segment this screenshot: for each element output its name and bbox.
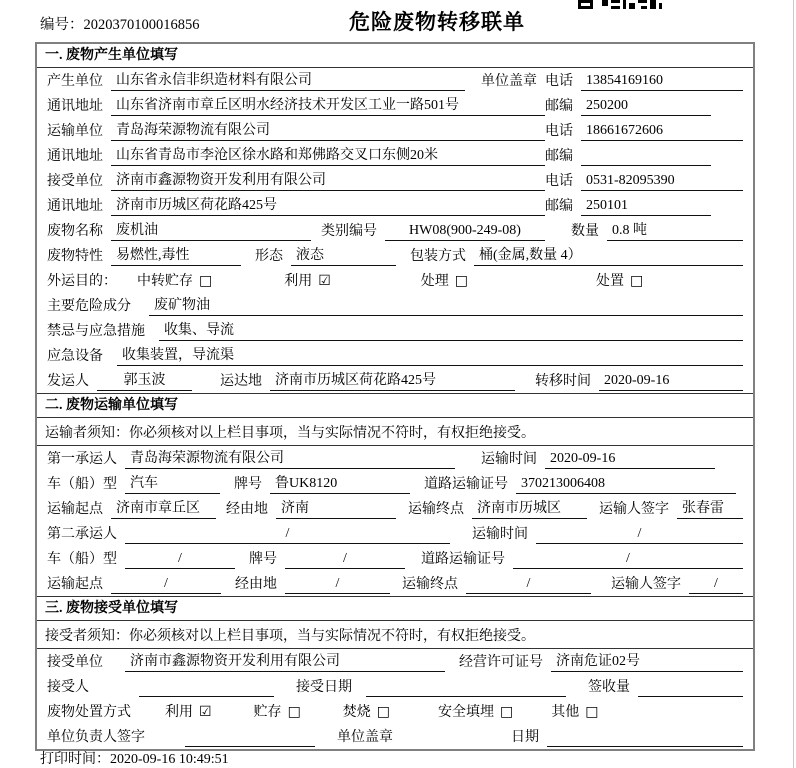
equipment-value: 收集装置，导流渠 bbox=[117, 346, 743, 366]
checkbox-option-treat bbox=[421, 272, 468, 291]
zip-value bbox=[581, 147, 711, 166]
vehicle-type-value: / bbox=[125, 549, 235, 569]
receiver-label: 接受单位 bbox=[47, 174, 103, 189]
row-route-2 bbox=[37, 571, 753, 596]
print-time bbox=[40, 748, 229, 768]
via-label: 经由地 bbox=[235, 577, 277, 592]
zip-value: 250101 bbox=[581, 196, 711, 216]
waste-name-label: 废物名称 bbox=[47, 224, 103, 239]
row-receiver-address bbox=[37, 193, 753, 218]
row-receiver-unit bbox=[37, 168, 753, 193]
carrier-sign-label: 运输人签字 bbox=[611, 577, 681, 592]
serial-number bbox=[40, 13, 200, 34]
via-label: 经由地 bbox=[226, 502, 268, 517]
receiver-value: 济南市鑫源物资开发利用有限公司 bbox=[111, 171, 545, 191]
vehicle-type-value: 汽车 bbox=[125, 474, 220, 494]
checkbox-option-dispose bbox=[596, 272, 643, 291]
operating-license-label: 经营许可证号 bbox=[459, 655, 543, 670]
quantity-value: 0.8 吨 bbox=[607, 221, 743, 241]
address-value: 山东省济南市章丘区明水经济技术开发区工业一路501号 bbox=[111, 96, 545, 116]
address-label: 通讯地址 bbox=[47, 99, 103, 114]
checkbox-option-transfer-storage bbox=[137, 272, 212, 291]
row-hazard-component bbox=[37, 293, 753, 318]
checkbox-option-other bbox=[551, 703, 598, 722]
address-label: 通讯地址 bbox=[47, 199, 103, 214]
checkbox-unchecked-icon: □ bbox=[199, 273, 213, 289]
transport-time-value: / bbox=[536, 524, 743, 544]
date-label: 日期 bbox=[511, 730, 539, 745]
disposal-label: 废物处置方式 bbox=[47, 705, 131, 720]
option-label: 其他 bbox=[551, 705, 580, 720]
end-value: / bbox=[466, 574, 591, 594]
row-second-carrier bbox=[37, 521, 753, 546]
transporter-notice: 运输者须知：你必须核对以上栏目事项，当与实际情况不符时，有权拒绝接受。 bbox=[37, 418, 753, 446]
accept-unit-value: 济南市鑫源物资开发利用有限公司 bbox=[125, 652, 445, 672]
option-label: 利用 bbox=[165, 705, 193, 720]
row-vehicle-1 bbox=[37, 471, 753, 496]
recipient-value bbox=[139, 678, 274, 697]
road-license-label: 道路运输证号 bbox=[424, 477, 508, 492]
operating-license-value: 济南危证02号 bbox=[551, 652, 743, 672]
row-transport-address bbox=[37, 143, 753, 168]
checkbox-unchecked-icon: □ bbox=[630, 273, 644, 289]
option-label: 中转贮存 bbox=[137, 274, 193, 289]
row-accept-unit bbox=[37, 649, 753, 674]
row-disposal-method bbox=[37, 699, 753, 724]
zip-label: 邮编 bbox=[545, 99, 573, 114]
transporter-value: 青岛海荣源物流有限公司 bbox=[111, 121, 545, 141]
packing-value: 桶(金属,数量 4） bbox=[474, 246, 743, 266]
recipient-label: 接受人 bbox=[47, 680, 89, 695]
row-producer-address bbox=[37, 93, 753, 118]
vehicle-type-label: 车（船）型 bbox=[47, 477, 117, 492]
phone-value: 0531-82095390 bbox=[581, 171, 743, 191]
waste-name-value: 废机油 bbox=[111, 221, 311, 241]
transfer-time-value: 2020-09-16 bbox=[599, 371, 743, 391]
packing-label: 包装方式 bbox=[410, 249, 466, 264]
taboo-value: 收集、导流 bbox=[159, 321, 743, 341]
road-license-label: 道路运输证号 bbox=[421, 552, 505, 567]
section2-header: 二. 废物运输单位填写 bbox=[37, 393, 753, 418]
carrier2-label: 第二承运人 bbox=[47, 527, 117, 542]
checkbox-unchecked-icon: □ bbox=[454, 273, 469, 289]
option-label: 利用 bbox=[284, 274, 313, 289]
option-label: 处置 bbox=[596, 274, 625, 289]
signed-amount-value bbox=[638, 678, 743, 697]
section1-header: 一. 废物产生单位填写 bbox=[37, 44, 753, 68]
option-label: 贮存 bbox=[253, 705, 282, 720]
serial-label: 编号： bbox=[40, 17, 84, 33]
checkbox-checked-icon: ☑ bbox=[318, 273, 331, 289]
print-time-value: 2020-09-16 10:49:51 bbox=[110, 752, 229, 767]
accept-date-label: 接受日期 bbox=[296, 680, 352, 695]
carrier1-value: 青岛海荣源物流有限公司 bbox=[125, 449, 455, 469]
quantity-label: 数量 bbox=[571, 224, 599, 239]
row-waste-name bbox=[37, 218, 753, 243]
character-label: 废物特性 bbox=[47, 249, 103, 264]
transport-time-label: 运输时间 bbox=[472, 527, 528, 542]
destination-value: 济南市历城区荷花路425号 bbox=[270, 371, 515, 391]
page-title: 危险废物转移联单 bbox=[349, 10, 525, 34]
carrier-sign-label: 运输人签字 bbox=[599, 502, 669, 517]
character-value: 易燃性,毒性 bbox=[111, 246, 241, 266]
transfer-form-table bbox=[35, 42, 755, 751]
checkbox-unchecked-icon: □ bbox=[585, 704, 599, 720]
row-first-carrier bbox=[37, 446, 753, 471]
checkbox-unchecked-icon: □ bbox=[287, 704, 301, 720]
carrier1-label: 第一承运人 bbox=[47, 452, 117, 467]
signed-amount-label: 签收量 bbox=[588, 680, 630, 695]
form-value: 液态 bbox=[291, 246, 396, 266]
end-value: 济南市历城区 bbox=[472, 499, 587, 519]
form-label: 形态 bbox=[255, 249, 283, 264]
hazard-label: 主要危险成分 bbox=[47, 299, 131, 314]
zip-label: 邮编 bbox=[545, 149, 573, 164]
row-route-1 bbox=[37, 496, 753, 521]
hazard-value: 废矿物油 bbox=[149, 296, 743, 316]
plate-value: 鲁UK8120 bbox=[270, 474, 410, 494]
option-label: 安全填埋 bbox=[438, 705, 495, 720]
row-emergency-equipment bbox=[37, 343, 753, 368]
document-header bbox=[0, 0, 796, 42]
row-shipper bbox=[37, 368, 753, 393]
checkbox-option-utilize bbox=[284, 272, 331, 291]
transport-time-label: 运输时间 bbox=[481, 452, 537, 467]
end-label: 运输终点 bbox=[408, 502, 464, 517]
road-license-value: 370213006408 bbox=[516, 474, 736, 494]
row-producer-unit bbox=[37, 68, 753, 93]
row-waste-character bbox=[37, 243, 753, 268]
category-label: 类别编号 bbox=[321, 224, 377, 239]
qr-code-partial-icon bbox=[578, 0, 662, 9]
serial-value: 2020370100016856 bbox=[83, 17, 200, 33]
carrier-sign-value: / bbox=[689, 574, 743, 594]
section3-header: 三. 废物接受单位填写 bbox=[37, 596, 753, 621]
address-value: 山东省青岛市李沧区徐水路和郑佛路交叉口东侧20米 bbox=[111, 146, 545, 166]
checkbox-option-storage bbox=[254, 703, 301, 722]
row-vehicle-2 bbox=[37, 546, 753, 571]
manager-sign-label: 单位负责人签字 bbox=[47, 730, 145, 745]
checkbox-checked-icon: ☑ bbox=[199, 704, 212, 720]
checkbox-option-landfill bbox=[438, 703, 513, 722]
checkbox-option-utilize bbox=[165, 703, 212, 722]
zip-label: 邮编 bbox=[545, 199, 573, 214]
via-value: / bbox=[285, 574, 390, 594]
transporter-label: 运输单位 bbox=[47, 124, 103, 139]
receiver-notice: 接受者须知：你必须核对以上栏目事项，当与实际情况不符时，有权拒绝接受。 bbox=[37, 621, 753, 649]
unit-seal-label: 单位盖章 bbox=[337, 730, 393, 745]
plate-value: / bbox=[285, 549, 405, 569]
origin-label: 运输起点 bbox=[47, 502, 103, 517]
destination-label: 运达地 bbox=[220, 374, 262, 389]
accept-date-value bbox=[366, 678, 566, 697]
shipper-value: 郭玉波 bbox=[97, 371, 192, 391]
row-taboo-measures bbox=[37, 318, 753, 343]
phone-label: 电话 bbox=[545, 74, 573, 89]
row-transfer-purpose bbox=[37, 268, 753, 293]
producer-label: 产生单位 bbox=[47, 74, 103, 89]
row-manager-sign bbox=[37, 724, 753, 749]
address-label: 通讯地址 bbox=[47, 149, 103, 164]
origin-value: 济南市章丘区 bbox=[111, 499, 216, 519]
phone-label: 电话 bbox=[545, 174, 573, 189]
vehicle-type-label: 车（船）型 bbox=[47, 552, 117, 567]
transfer-time-label: 转移时间 bbox=[535, 374, 591, 389]
checkbox-unchecked-icon: □ bbox=[376, 704, 391, 720]
equipment-label: 应急设备 bbox=[47, 349, 103, 364]
manager-sign-value bbox=[185, 728, 315, 747]
zip-value: 250200 bbox=[581, 96, 711, 116]
origin-label: 运输起点 bbox=[47, 577, 103, 592]
carrier-sign-value: 张春雷 bbox=[677, 499, 743, 519]
road-license-value: / bbox=[513, 549, 743, 569]
taboo-label: 禁忌与应急措施 bbox=[47, 324, 145, 339]
phone-value: 13854169160 bbox=[581, 71, 743, 91]
page-edge-line bbox=[793, 0, 794, 768]
carrier2-value: / bbox=[125, 524, 450, 544]
option-label: 处理 bbox=[420, 274, 449, 289]
date-value bbox=[547, 728, 743, 747]
via-value: 济南 bbox=[276, 499, 396, 519]
accept-unit-label: 接受单位 bbox=[47, 655, 103, 670]
category-value: HW08(900-249-08) bbox=[385, 221, 545, 241]
plate-label: 牌号 bbox=[234, 477, 262, 492]
checkbox-option-incinerate bbox=[343, 703, 390, 722]
end-label: 运输终点 bbox=[402, 577, 458, 592]
address-value: 济南市历城区荷花路425号 bbox=[111, 196, 545, 216]
origin-value: / bbox=[111, 574, 221, 594]
phone-value: 18661672606 bbox=[581, 121, 743, 141]
purpose-label: 外运目的： bbox=[47, 274, 117, 289]
plate-label: 牌号 bbox=[249, 552, 277, 567]
checkbox-unchecked-icon: □ bbox=[500, 704, 514, 720]
row-accept-person bbox=[37, 674, 753, 699]
shipper-label: 发运人 bbox=[47, 374, 89, 389]
transport-time-value: 2020-09-16 bbox=[545, 449, 715, 469]
option-label: 焚烧 bbox=[342, 705, 371, 720]
producer-value: 山东省永信非织造材料有限公司 bbox=[111, 71, 465, 91]
phone-label: 电话 bbox=[545, 124, 573, 139]
row-transport-unit bbox=[37, 118, 753, 143]
print-time-label: 打印时间： bbox=[40, 752, 110, 767]
unit-seal-label: 单位盖章 bbox=[481, 74, 537, 89]
